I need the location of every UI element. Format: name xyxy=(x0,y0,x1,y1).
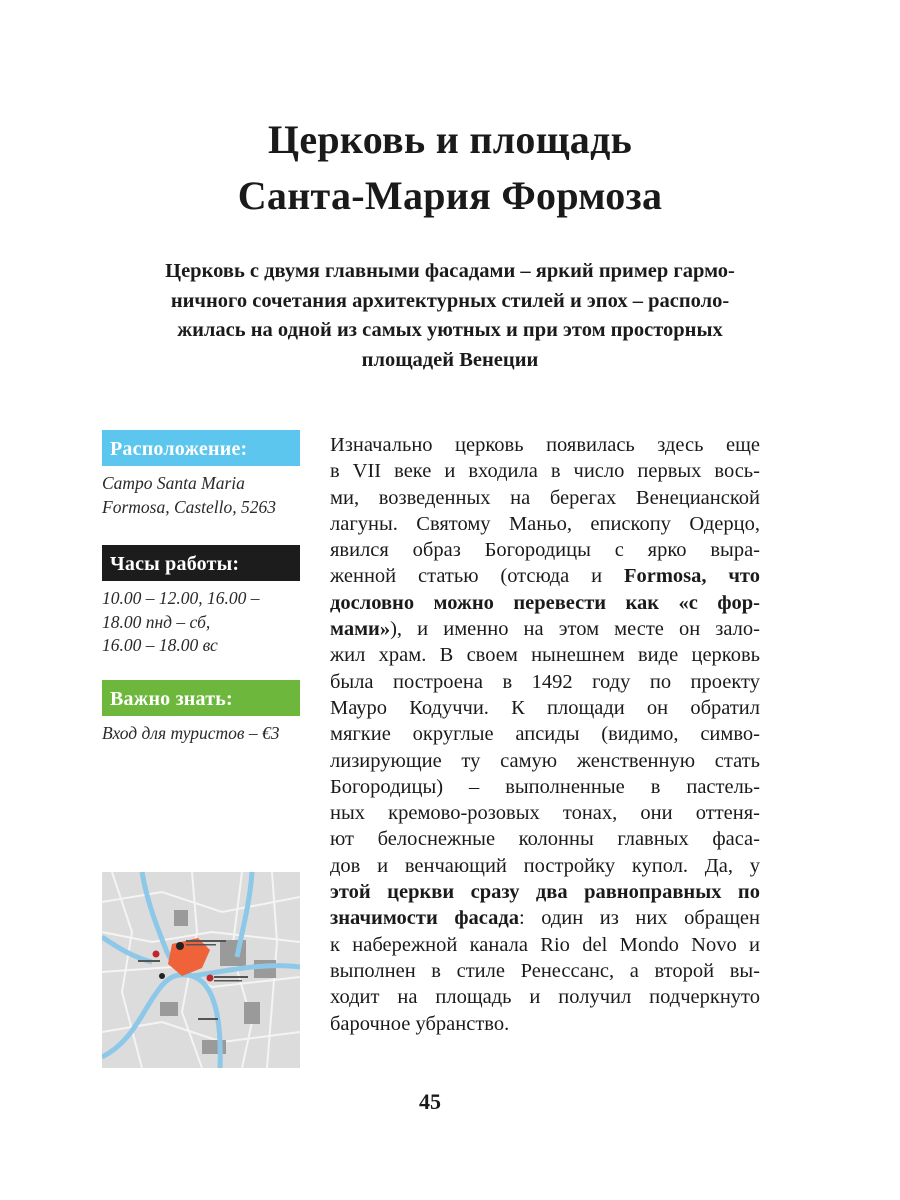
bold-segment: мами» xyxy=(330,618,391,641)
text-line xyxy=(330,616,760,642)
title-line-2: Санта-Мария Формоза xyxy=(237,173,663,218)
map-marker-church xyxy=(176,942,184,950)
text-segment: женной статью (отсюда и xyxy=(330,565,624,588)
text-line: явился образ Богородицы с ярко выра- xyxy=(330,539,760,562)
text-line: мягкие округлые апсиды (видимо, симво- xyxy=(330,723,760,746)
location-address xyxy=(102,472,300,519)
text-line: ют белоснежные колонны главных фаса- xyxy=(330,828,760,851)
text-line: ходит на площадь и получил подчеркнуто xyxy=(330,986,760,1009)
hours-line: 18.00 пнд – сб, xyxy=(102,611,211,632)
text-line: Богородицы) – выполненные в пастель- xyxy=(330,775,760,798)
lead-line: площадей Венеции xyxy=(361,348,539,371)
lead-line: Церковь с двумя главными фасадами – яркий пример гармо- xyxy=(165,260,735,282)
note-block xyxy=(102,680,300,746)
lead-line: жилась на одной из самых уютных и при этом просторных xyxy=(177,319,723,341)
map-marker-poi xyxy=(153,951,160,958)
main-text xyxy=(330,432,760,1037)
text-line: барочное убранство. xyxy=(330,1012,510,1035)
hours-line: 16.00 – 18.00 вс xyxy=(102,635,218,655)
page-number: 45 xyxy=(419,1089,441,1114)
text-line xyxy=(330,879,760,905)
text-segment: : один из них обращен xyxy=(518,907,760,930)
text-segment: ), и именно на этом месте он зало- xyxy=(390,618,760,641)
text-line: к набережной канала Rio del Mondo Novo и xyxy=(330,933,760,956)
text-line: Изначально церковь появилась здесь еще xyxy=(330,434,760,456)
text-line: выполнен в стиле Ренессанс, а второй вы- xyxy=(330,959,760,982)
text-line: лагуны. Святому Маньо, епископу Одерцо, xyxy=(330,512,760,535)
location-map xyxy=(102,872,300,1068)
text-line: ми, возведенных на берегах Венецианской xyxy=(330,486,760,509)
text-line: лизирующие ту самую женственную стать xyxy=(330,749,760,772)
page-title xyxy=(60,112,840,224)
text-line xyxy=(330,563,760,589)
address-line: Formosa, Castello, 5263 xyxy=(102,496,277,517)
bold-segment: Formosa, что xyxy=(623,565,760,588)
location-block xyxy=(102,430,300,519)
text-line: была построена в 1492 году по проекту xyxy=(330,670,760,693)
lead-paragraph xyxy=(95,257,805,375)
text-line: в VII веке и входила в число первых вось- xyxy=(330,460,760,483)
map-marker-poi xyxy=(159,973,165,979)
location-label: Расположение: xyxy=(102,430,300,466)
bold-segment: значимости фасада xyxy=(330,907,519,930)
map-marker-poi xyxy=(207,975,214,982)
hours-text xyxy=(102,587,300,658)
hours-label: Часы работы: xyxy=(102,545,300,581)
note-label: Важно знать: xyxy=(102,680,300,716)
text-line: дов и венчающий постройку купол. Да, у xyxy=(330,854,760,877)
text-line xyxy=(330,590,760,616)
hours-line: 10.00 – 12.00, 16.00 – xyxy=(102,588,260,608)
text-line xyxy=(330,905,760,931)
note-text xyxy=(102,722,300,746)
lead-line: ничного сочетания архитектурных стилей и эпох – располо- xyxy=(170,289,730,312)
title-line-1: Церковь и площадь xyxy=(267,117,633,162)
bold-segment: этой церкви сразу два равноправных по xyxy=(330,881,760,904)
text-line: ных кремово-розовых тонах, они оттеня- xyxy=(330,802,760,825)
text-line: жил храм. В своем нынешнем виде церковь xyxy=(330,644,760,667)
address-line: Campo Santa Maria xyxy=(102,473,245,493)
hours-block xyxy=(102,545,300,658)
bold-segment: дословно можно перевести как «с фор- xyxy=(330,591,760,614)
note-line: Вход для туристов – €3 xyxy=(102,723,280,743)
text-line: Мауро Кодуччи. К площади он обратил xyxy=(330,696,760,719)
